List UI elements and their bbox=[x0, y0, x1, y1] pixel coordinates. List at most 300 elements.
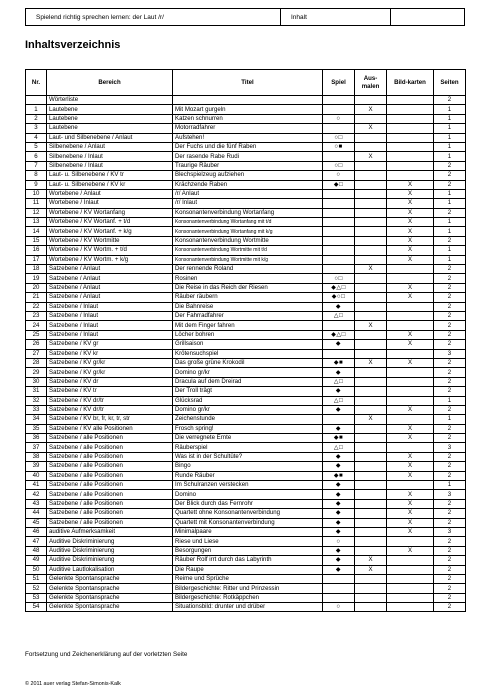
cell-seite: 2 bbox=[434, 293, 466, 302]
cell-titel: Glücksrad bbox=[173, 396, 323, 405]
cell-titel: Das große grüne Krokodil bbox=[173, 358, 323, 367]
cell-titel: Motorradfahrer bbox=[173, 124, 323, 133]
table-row bbox=[26, 527, 466, 536]
cell-bildkarten: X bbox=[387, 255, 434, 264]
cell-titel: Quartett ohne Konsonantenverbindung bbox=[173, 509, 323, 518]
table-row bbox=[26, 565, 466, 574]
cell-spiel: ◆ bbox=[323, 387, 355, 396]
cell-nr: 30 bbox=[26, 377, 47, 386]
cell-seite: 2 bbox=[434, 387, 466, 396]
cell-titel: Quartett mit Konsonantenverbindung bbox=[173, 518, 323, 527]
cell-ausmalen bbox=[355, 227, 387, 236]
col-header-titel: Titel bbox=[173, 70, 323, 96]
cell-bildkarten: X bbox=[387, 227, 434, 236]
cell-ausmalen bbox=[355, 405, 387, 414]
cell-nr: 3 bbox=[26, 124, 47, 133]
table-row bbox=[26, 283, 466, 292]
cell-ausmalen bbox=[355, 218, 387, 227]
cell-ausmalen bbox=[355, 114, 387, 123]
table-row bbox=[26, 321, 466, 330]
cell-bildkarten bbox=[387, 574, 434, 583]
cell-bildkarten bbox=[387, 396, 434, 405]
cell-bildkarten: X bbox=[387, 405, 434, 414]
cell-nr: 28 bbox=[26, 358, 47, 367]
cell-seite: 2 bbox=[434, 208, 466, 217]
cell-seite: 2 bbox=[434, 546, 466, 555]
cell-seite: 2 bbox=[434, 330, 466, 339]
cell-nr: 36 bbox=[26, 434, 47, 443]
cell-titel: Dracula auf dem Dreirad bbox=[173, 377, 323, 386]
copyright: © 2011 auer verlag Stefan-Simonis-Kalk bbox=[25, 681, 121, 687]
cell-seite: 2 bbox=[434, 518, 466, 527]
cell-ausmalen bbox=[355, 424, 387, 433]
cell-spiel: ○■ bbox=[323, 142, 355, 151]
cell-seite: 1 bbox=[434, 133, 466, 142]
cell-spiel: △□ bbox=[323, 443, 355, 452]
cell-ausmalen bbox=[355, 302, 387, 311]
cell-bereich: Laut- und Silbenebene / Anlaut bbox=[47, 133, 173, 142]
cell-ausmalen bbox=[355, 574, 387, 583]
cell-bereich: Lautebene bbox=[47, 124, 173, 133]
cell-seite: 2 bbox=[434, 462, 466, 471]
cell-bildkarten: X bbox=[387, 527, 434, 536]
cell-ausmalen bbox=[355, 452, 387, 461]
table-row bbox=[26, 574, 466, 583]
cell-bereich: Satzebene / alle Positionen bbox=[47, 481, 173, 490]
cell-nr: 54 bbox=[26, 603, 47, 612]
cell-bildkarten bbox=[387, 302, 434, 311]
cell-titel: Krächzende Raben bbox=[173, 180, 323, 189]
cell-nr: 10 bbox=[26, 189, 47, 198]
cell-titel: Der Fahrradfahrer bbox=[173, 311, 323, 320]
cell-nr: 25 bbox=[26, 330, 47, 339]
cell-titel: Riese und Liese bbox=[173, 537, 323, 546]
cell-nr: 19 bbox=[26, 274, 47, 283]
cell-nr: 52 bbox=[26, 584, 47, 593]
table-row bbox=[26, 189, 466, 198]
cell-ausmalen: X bbox=[355, 565, 387, 574]
table-row bbox=[26, 208, 466, 217]
col-header-nr: Nr. bbox=[26, 70, 47, 96]
cell-spiel: ◆ bbox=[323, 462, 355, 471]
cell-seite: 2 bbox=[434, 368, 466, 377]
cell-ausmalen bbox=[355, 283, 387, 292]
cell-titel: Räuber räubern bbox=[173, 293, 323, 302]
table-header-row bbox=[26, 70, 466, 96]
cell-ausmalen bbox=[355, 490, 387, 499]
table-row bbox=[26, 358, 466, 367]
cell-nr: 29 bbox=[26, 368, 47, 377]
cell-nr: 39 bbox=[26, 462, 47, 471]
cell-spiel: ○ bbox=[323, 603, 355, 612]
cell-bildkarten: X bbox=[387, 358, 434, 367]
table-row bbox=[26, 584, 466, 593]
cell-titel: Konsonantenverbindung Wortmitte bbox=[173, 236, 323, 245]
cell-bildkarten bbox=[387, 368, 434, 377]
cell-nr: 24 bbox=[26, 321, 47, 330]
cell-nr: 17 bbox=[26, 255, 47, 264]
cell-bereich: Wortebene / KV Wortm. + t/d bbox=[47, 246, 173, 255]
cell-spiel bbox=[323, 265, 355, 274]
cell-seite: 2 bbox=[434, 274, 466, 283]
cell-bildkarten bbox=[387, 443, 434, 452]
cell-seite: 1 bbox=[434, 189, 466, 198]
cell-ausmalen: X bbox=[355, 358, 387, 367]
cell-seite: 2 bbox=[434, 236, 466, 245]
cell-bereich: Wortebene / KV Wortanfang bbox=[47, 208, 173, 217]
table-row bbox=[26, 302, 466, 311]
cell-bereich: Lautebene bbox=[47, 105, 173, 114]
cell-seite: 1 bbox=[434, 246, 466, 255]
table-row bbox=[26, 199, 466, 208]
cell-bildkarten bbox=[387, 349, 434, 358]
table-row bbox=[26, 481, 466, 490]
cell-bildkarten bbox=[387, 114, 434, 123]
cell-spiel: ◆△□ bbox=[323, 283, 355, 292]
cell-ausmalen: X bbox=[355, 105, 387, 114]
cell-bereich: Satzebene / Inlaut bbox=[47, 311, 173, 320]
contents-table bbox=[25, 69, 466, 612]
cell-bereich: Wortebene / Inlaut bbox=[47, 199, 173, 208]
cell-ausmalen: X bbox=[355, 265, 387, 274]
cell-spiel: △□ bbox=[323, 396, 355, 405]
cell-titel: Bingo bbox=[173, 462, 323, 471]
cell-bereich: Wortebene / KV Wortanf. + t/d bbox=[47, 218, 173, 227]
table-row bbox=[26, 255, 466, 264]
cell-bildkarten: X bbox=[387, 218, 434, 227]
cell-titel: Aufstehen! bbox=[173, 133, 323, 142]
cell-seite: 2 bbox=[434, 565, 466, 574]
cell-bildkarten: X bbox=[387, 180, 434, 189]
cell-bereich: Satzebene / KV dr/tr bbox=[47, 405, 173, 414]
cell-bildkarten: X bbox=[387, 434, 434, 443]
cell-bildkarten: X bbox=[387, 340, 434, 349]
cell-seite: 2 bbox=[434, 471, 466, 480]
cell-seite: 2 bbox=[434, 96, 466, 105]
table-row bbox=[26, 161, 466, 170]
cell-bildkarten bbox=[387, 556, 434, 565]
cell-spiel bbox=[323, 593, 355, 602]
cell-spiel bbox=[323, 321, 355, 330]
cell-ausmalen bbox=[355, 340, 387, 349]
cell-titel: Konsonantenverbindung Wortmitte mit t/d bbox=[173, 246, 323, 255]
cell-bereich: Satzebene / Anlaut bbox=[47, 293, 173, 302]
cell-titel: Blechspielzeug aufziehen bbox=[173, 171, 323, 180]
cell-bildkarten: X bbox=[387, 330, 434, 339]
cell-bereich: Satzebene / Inlaut bbox=[47, 321, 173, 330]
cell-bildkarten bbox=[387, 124, 434, 133]
cell-ausmalen bbox=[355, 481, 387, 490]
cell-titel: Traurige Räuber bbox=[173, 161, 323, 170]
cell-bereich: Satzebene / Anlaut bbox=[47, 283, 173, 292]
table-row bbox=[26, 227, 466, 236]
cell-titel: Mit dem Finger fahren bbox=[173, 321, 323, 330]
header-section: Inhalt bbox=[281, 9, 391, 25]
cell-nr: 22 bbox=[26, 302, 47, 311]
cell-seite: 2 bbox=[434, 161, 466, 170]
cell-ausmalen: X bbox=[355, 321, 387, 330]
table-row bbox=[26, 593, 466, 602]
cell-bereich: Satzebene / KV br, fr, kr, tr, str bbox=[47, 415, 173, 424]
cell-seite: 2 bbox=[434, 499, 466, 508]
table-row bbox=[26, 311, 466, 320]
cell-spiel bbox=[323, 105, 355, 114]
cell-ausmalen bbox=[355, 396, 387, 405]
table-row bbox=[26, 603, 466, 612]
cell-titel: Domino gr/kr bbox=[173, 405, 323, 414]
cell-nr: 41 bbox=[26, 481, 47, 490]
cell-titel: Reime und Sprüche bbox=[173, 574, 323, 583]
cell-seite: 2 bbox=[434, 584, 466, 593]
cell-spiel bbox=[323, 349, 355, 358]
cell-seite: 2 bbox=[434, 434, 466, 443]
table-row bbox=[26, 499, 466, 508]
cell-nr: 4 bbox=[26, 133, 47, 142]
table-row bbox=[26, 387, 466, 396]
cell-spiel: ◆ bbox=[323, 424, 355, 433]
cell-titel: Grillsaison bbox=[173, 340, 323, 349]
table-row bbox=[26, 509, 466, 518]
cell-spiel: ◆△□ bbox=[323, 330, 355, 339]
cell-spiel: ◆ bbox=[323, 452, 355, 461]
cell-bereich: Satzebene / KV gr/kr bbox=[47, 358, 173, 367]
cell-bereich: Satzebene / KV tr bbox=[47, 387, 173, 396]
cell-ausmalen bbox=[355, 349, 387, 358]
table-row bbox=[26, 274, 466, 283]
cell-bereich: Satzebene / KV alle Positionen bbox=[47, 424, 173, 433]
cell-spiel bbox=[323, 227, 355, 236]
cell-ausmalen bbox=[355, 546, 387, 555]
cell-ausmalen bbox=[355, 499, 387, 508]
table-row bbox=[26, 452, 466, 461]
cell-ausmalen bbox=[355, 462, 387, 471]
cell-seite: 2 bbox=[434, 358, 466, 367]
cell-bildkarten: X bbox=[387, 246, 434, 255]
cell-seite: 2 bbox=[434, 321, 466, 330]
cell-nr: 40 bbox=[26, 471, 47, 480]
cell-nr: 14 bbox=[26, 227, 47, 236]
cell-titel: /r/ Anlaut bbox=[173, 189, 323, 198]
header-page-field bbox=[391, 9, 464, 25]
cell-bildkarten bbox=[387, 593, 434, 602]
cell-nr: 51 bbox=[26, 574, 47, 583]
cell-bildkarten: X bbox=[387, 199, 434, 208]
cell-nr: 27 bbox=[26, 349, 47, 358]
cell-bildkarten: X bbox=[387, 452, 434, 461]
cell-nr: 8 bbox=[26, 171, 47, 180]
cell-seite: 2 bbox=[434, 377, 466, 386]
cell-spiel: ◆■ bbox=[323, 471, 355, 480]
footnote: Fortsetzung und Zeichenerklärung auf der vorletzten Seite bbox=[25, 651, 188, 658]
cell-ausmalen bbox=[355, 593, 387, 602]
cell-titel: Die Bahnreise bbox=[173, 302, 323, 311]
cell-titel: Domino gr/kr bbox=[173, 368, 323, 377]
cell-spiel: ◆ bbox=[323, 546, 355, 555]
cell-titel: Mit Mozart gurgeln bbox=[173, 105, 323, 114]
cell-bereich: Satzebene / Anlaut bbox=[47, 265, 173, 274]
cell-ausmalen bbox=[355, 434, 387, 443]
table-row bbox=[26, 462, 466, 471]
table-row bbox=[26, 330, 466, 339]
cell-nr: 48 bbox=[26, 546, 47, 555]
cell-nr: 7 bbox=[26, 161, 47, 170]
cell-nr: 15 bbox=[26, 236, 47, 245]
cell-bildkarten: X bbox=[387, 283, 434, 292]
cell-bildkarten: X bbox=[387, 424, 434, 433]
cell-ausmalen bbox=[355, 603, 387, 612]
cell-spiel: △□ bbox=[323, 377, 355, 386]
cell-ausmalen bbox=[355, 161, 387, 170]
cell-spiel bbox=[323, 246, 355, 255]
cell-ausmalen: X bbox=[355, 152, 387, 161]
cell-ausmalen bbox=[355, 199, 387, 208]
cell-bildkarten bbox=[387, 142, 434, 151]
cell-titel: Zeichenstunde bbox=[173, 415, 323, 424]
cell-titel: Der Fuchs und die fünf Raben bbox=[173, 142, 323, 151]
cell-seite: 2 bbox=[434, 424, 466, 433]
cell-bereich: Wörterliste bbox=[47, 96, 173, 105]
cell-seite: 1 bbox=[434, 255, 466, 264]
cell-spiel: ◆ bbox=[323, 527, 355, 536]
cell-bereich: Lautebene bbox=[47, 114, 173, 123]
cell-nr: 9 bbox=[26, 180, 47, 189]
table-body bbox=[26, 96, 466, 612]
table-row bbox=[26, 368, 466, 377]
cell-spiel: ○ bbox=[323, 114, 355, 123]
table-row bbox=[26, 340, 466, 349]
cell-bildkarten bbox=[387, 565, 434, 574]
cell-ausmalen bbox=[355, 509, 387, 518]
cell-titel: Die verregnete Ernte bbox=[173, 434, 323, 443]
cell-spiel: ◆ bbox=[323, 499, 355, 508]
cell-seite: 2 bbox=[434, 537, 466, 546]
cell-nr: 33 bbox=[26, 405, 47, 414]
col-header-spiel: Spiel bbox=[323, 70, 355, 96]
cell-spiel: ◆ bbox=[323, 340, 355, 349]
cell-bereich: Satzebene / KV kr bbox=[47, 349, 173, 358]
cell-nr: 1 bbox=[26, 105, 47, 114]
cell-ausmalen bbox=[355, 180, 387, 189]
cell-bildkarten: X bbox=[387, 293, 434, 302]
cell-nr: 38 bbox=[26, 452, 47, 461]
cell-bereich: Satzebene / alle Positionen bbox=[47, 471, 173, 480]
page-header bbox=[25, 8, 465, 26]
cell-nr: 2 bbox=[26, 114, 47, 123]
cell-bildkarten bbox=[387, 387, 434, 396]
table-row bbox=[26, 293, 466, 302]
cell-seite: 1 bbox=[434, 396, 466, 405]
table-row bbox=[26, 265, 466, 274]
cell-bereich: Silbenebene / Anlaut bbox=[47, 142, 173, 151]
cell-bereich: Satzebene / KV gr/kr bbox=[47, 368, 173, 377]
table-row bbox=[26, 518, 466, 527]
cell-nr: 23 bbox=[26, 311, 47, 320]
cell-titel: Situationsbild: drunter und drüber bbox=[173, 603, 323, 612]
cell-titel: Rosinen bbox=[173, 274, 323, 283]
cell-bereich: Auditive Diskriminierung bbox=[47, 556, 173, 565]
cell-titel: Domino bbox=[173, 490, 323, 499]
cell-bereich: Satzebene / KV dr/tr bbox=[47, 396, 173, 405]
table-row bbox=[26, 114, 466, 123]
cell-ausmalen bbox=[355, 584, 387, 593]
cell-ausmalen bbox=[355, 537, 387, 546]
cell-titel: Runde Räuber bbox=[173, 471, 323, 480]
cell-nr: 53 bbox=[26, 593, 47, 602]
col-header-bildkarten: Bild-karten bbox=[387, 70, 434, 96]
cell-bereich: Satzebene / alle Positionen bbox=[47, 462, 173, 471]
cell-bereich: Auditive Diskriminierung bbox=[47, 537, 173, 546]
cell-seite: 2 bbox=[434, 302, 466, 311]
cell-spiel: ◆ bbox=[323, 509, 355, 518]
cell-nr: 46 bbox=[26, 527, 47, 536]
cell-ausmalen bbox=[355, 377, 387, 386]
cell-ausmalen bbox=[355, 311, 387, 320]
cell-nr: 50 bbox=[26, 565, 47, 574]
cell-ausmalen bbox=[355, 133, 387, 142]
cell-seite: 2 bbox=[434, 405, 466, 414]
cell-bereich: Wortebene / Anlaut bbox=[47, 189, 173, 198]
cell-spiel bbox=[323, 152, 355, 161]
cell-seite: 1 bbox=[434, 415, 466, 424]
cell-spiel: ◆□ bbox=[323, 180, 355, 189]
cell-seite: 1 bbox=[434, 481, 466, 490]
cell-titel: Im Schulranzen verstecken bbox=[173, 481, 323, 490]
cell-spiel: ◆ bbox=[323, 490, 355, 499]
cell-nr: 13 bbox=[26, 218, 47, 227]
cell-titel: Löcher bohren bbox=[173, 330, 323, 339]
cell-bildkarten bbox=[387, 377, 434, 386]
cell-ausmalen bbox=[355, 330, 387, 339]
cell-titel: Frosch spring! bbox=[173, 424, 323, 433]
cell-titel: Räuber Rolf irrt durch das Labyrinth bbox=[173, 556, 323, 565]
cell-ausmalen bbox=[355, 171, 387, 180]
cell-bereich: Satzebene / alle Positionen bbox=[47, 518, 173, 527]
cell-titel: Der Troll trägt bbox=[173, 387, 323, 396]
cell-titel: Besorgungen bbox=[173, 546, 323, 555]
cell-ausmalen bbox=[355, 293, 387, 302]
cell-bildkarten bbox=[387, 133, 434, 142]
cell-bildkarten: X bbox=[387, 509, 434, 518]
cell-titel: Was ist in der Schultüte? bbox=[173, 452, 323, 461]
cell-seite: 1 bbox=[434, 199, 466, 208]
table-row bbox=[26, 556, 466, 565]
cell-spiel bbox=[323, 218, 355, 227]
cell-bereich: Satzebene / KV gr bbox=[47, 340, 173, 349]
cell-nr: 11 bbox=[26, 199, 47, 208]
cell-spiel: ◆○□ bbox=[323, 293, 355, 302]
cell-ausmalen bbox=[355, 274, 387, 283]
table-row bbox=[26, 405, 466, 414]
col-header-seiten: Seiten bbox=[434, 70, 466, 96]
table-row bbox=[26, 415, 466, 424]
cell-nr: 18 bbox=[26, 265, 47, 274]
cell-bereich: Auditive Lautlokalisation bbox=[47, 565, 173, 574]
cell-bereich: Gelenkte Spontansprache bbox=[47, 584, 173, 593]
cell-bildkarten bbox=[387, 152, 434, 161]
cell-bildkarten: X bbox=[387, 236, 434, 245]
cell-spiel bbox=[323, 584, 355, 593]
cell-seite: 2 bbox=[434, 593, 466, 602]
cell-titel: Katzen schnurren bbox=[173, 114, 323, 123]
cell-ausmalen bbox=[355, 189, 387, 198]
table-row bbox=[26, 537, 466, 546]
cell-seite: 3 bbox=[434, 490, 466, 499]
cell-spiel: ◆ bbox=[323, 302, 355, 311]
cell-spiel: ◆ bbox=[323, 481, 355, 490]
cell-bereich: Gelenkte Spontansprache bbox=[47, 574, 173, 583]
table-row bbox=[26, 246, 466, 255]
cell-seite: 2 bbox=[434, 603, 466, 612]
